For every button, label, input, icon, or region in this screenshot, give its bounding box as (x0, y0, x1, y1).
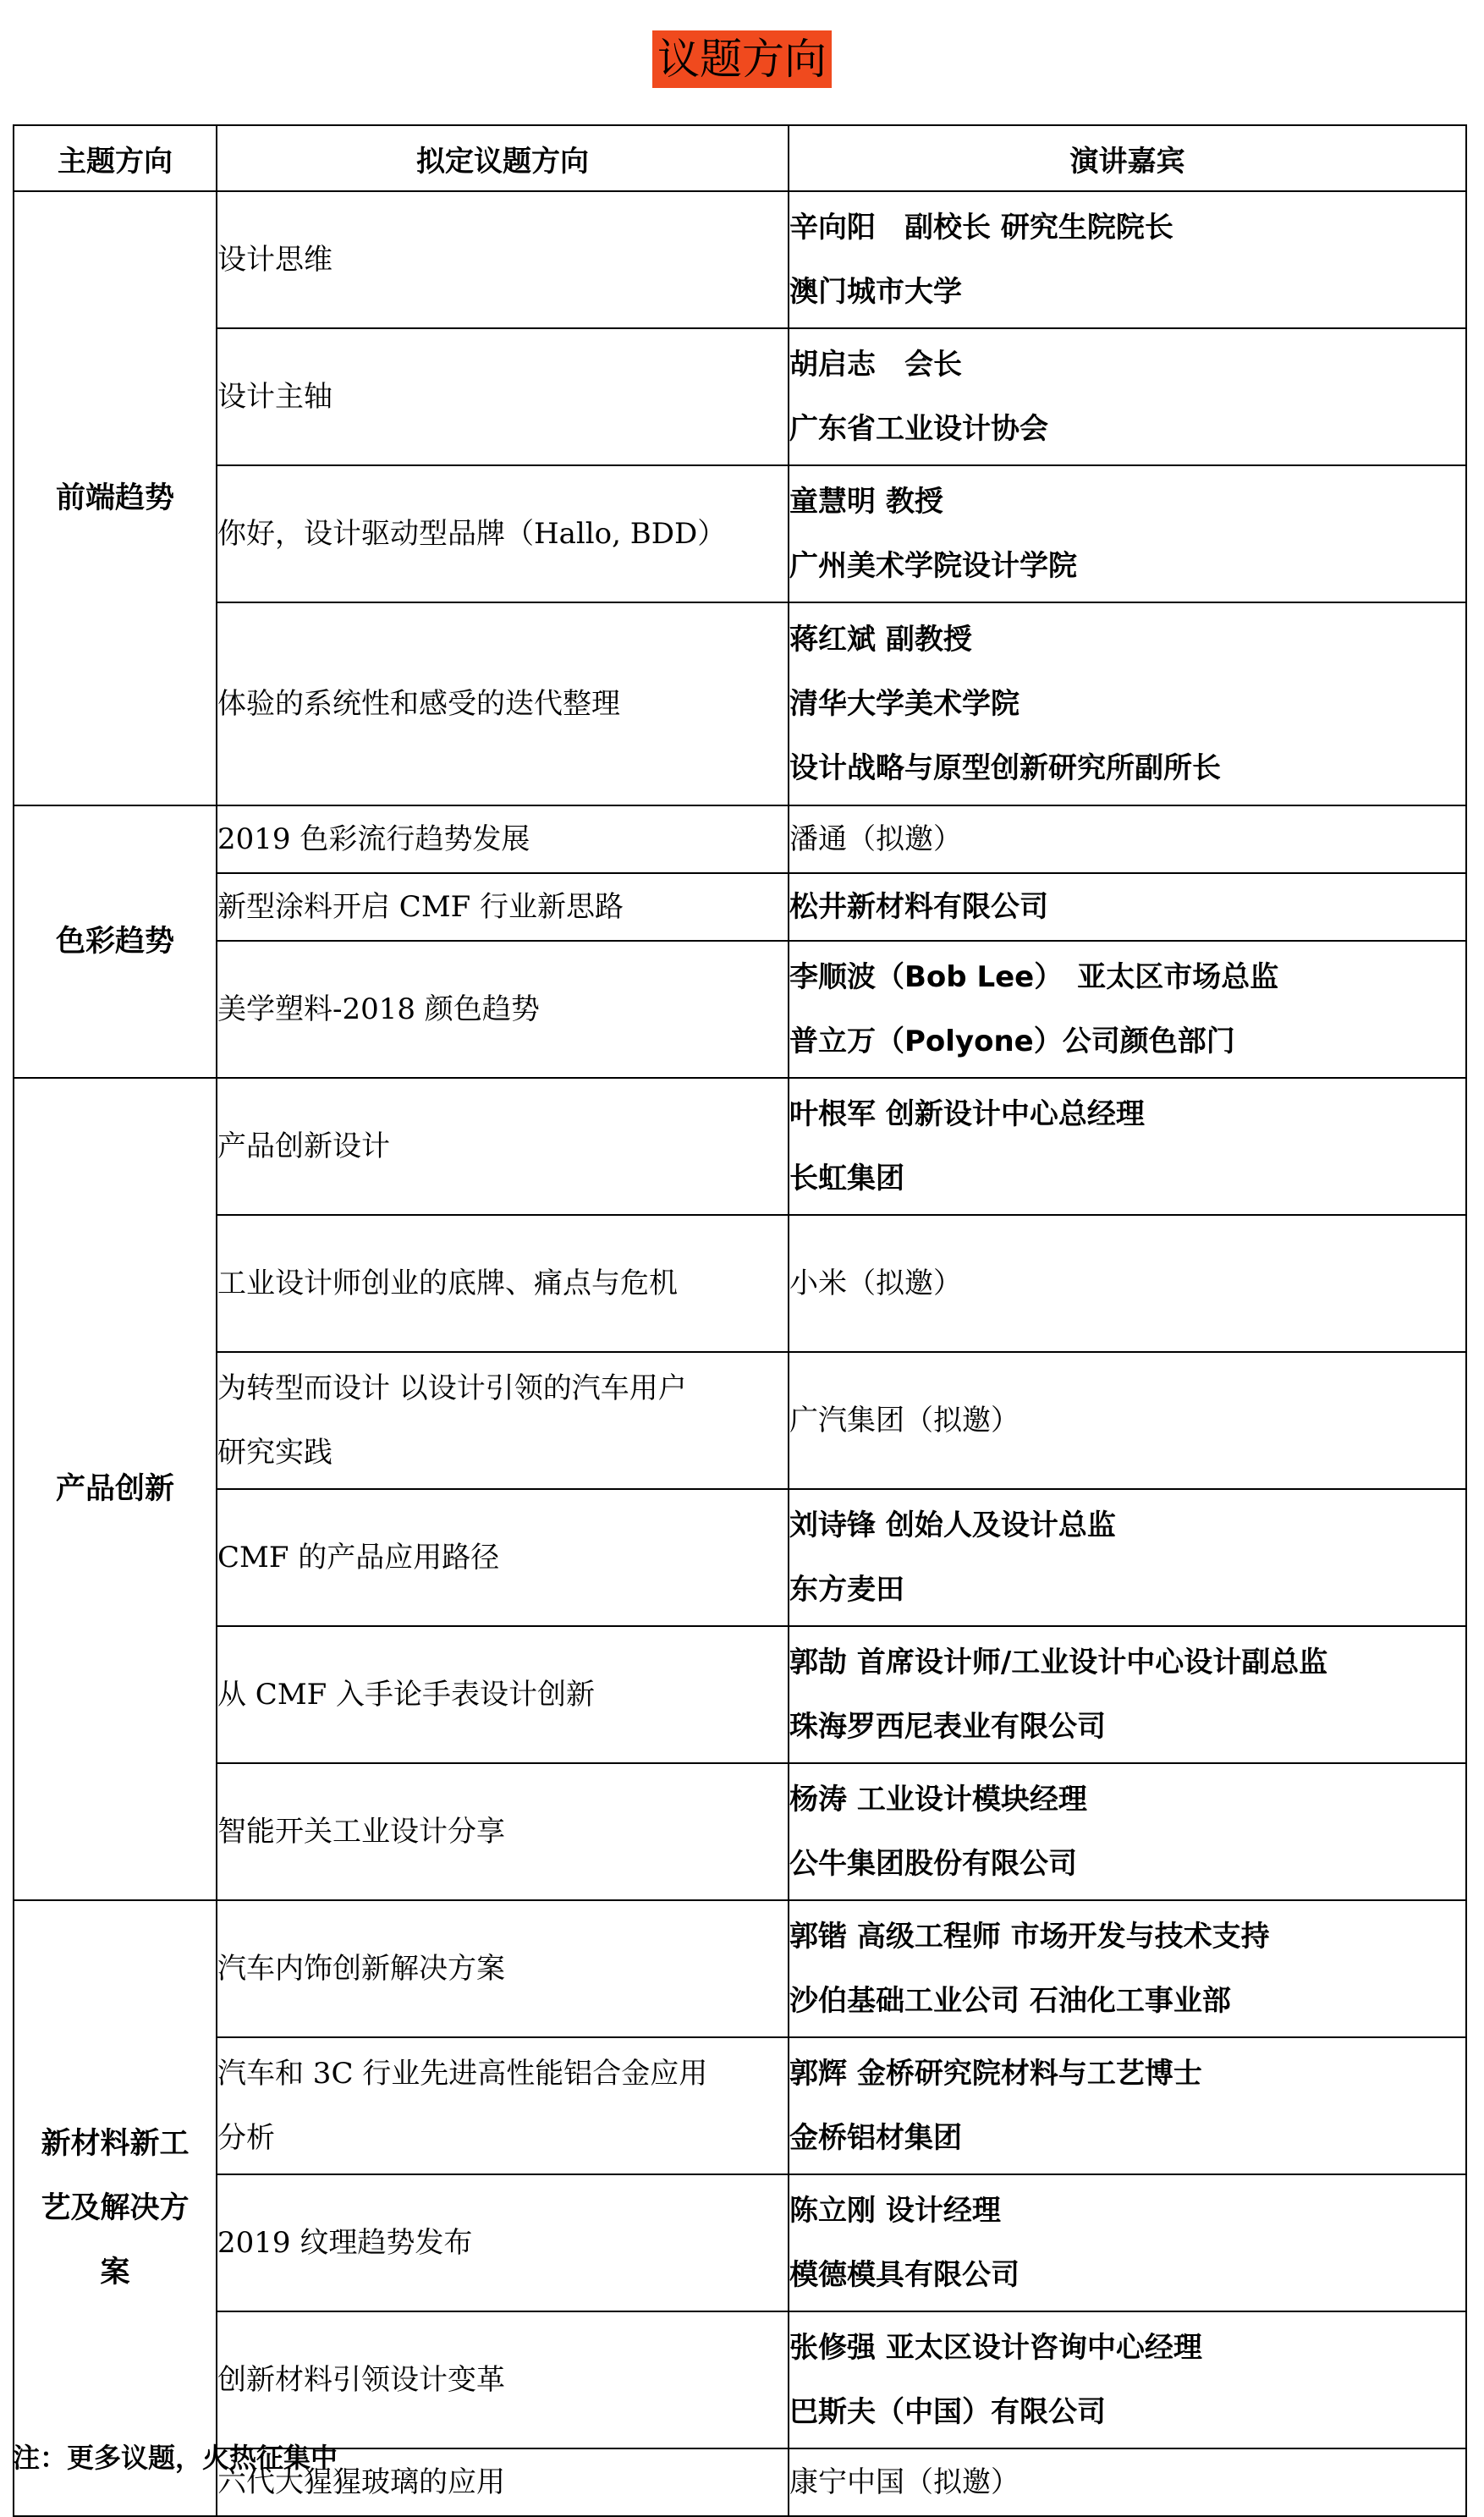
speaker-line: 广东省工业设计协会 (789, 412, 1048, 446)
table-row (14, 1900, 1466, 2037)
speaker-line: 郭锴 高级工程师 市场开发与技术支持 (789, 1920, 1270, 1954)
speaker-line: 潘通（拟邀） (789, 822, 962, 856)
speaker-cell (789, 1626, 1466, 1763)
topic-line: 2019 色彩流行趋势发展 (217, 822, 530, 856)
speaker-cell (789, 2174, 1466, 2311)
table-row (14, 1352, 1466, 1489)
topic-line: 美学塑料-2018 颜色趋势 (217, 992, 540, 1026)
table-row (14, 2311, 1466, 2448)
topic-line: 汽车内饰创新解决方案 (217, 1952, 505, 1986)
speaker-line: 沙伯基础工业公司 石油化工事业部 (789, 1984, 1231, 2018)
topic-line: 你好，设计驱动型品牌（Hallo, BDD） (217, 517, 727, 551)
table-row (14, 805, 1466, 873)
topic-line: CMF 的产品应用路径 (217, 1541, 500, 1574)
table-row (14, 191, 1466, 328)
speaker-line: 刘诗锋 创始人及设计总监 (789, 1509, 1116, 1542)
speaker-cell (789, 2037, 1466, 2174)
speaker-cell (789, 1900, 1466, 2037)
speaker-cell (789, 805, 1466, 873)
topic-cell (217, 1763, 789, 1900)
speaker-line: 东方麦田 (789, 1573, 904, 1607)
speaker-line: 辛向阳 副校长 研究生院院长 (789, 211, 1173, 245)
speaker-line: 模德模具有限公司 (789, 2258, 1020, 2292)
speaker-line: 小米（拟邀） (789, 1267, 962, 1300)
table-row (14, 941, 1466, 1078)
speaker-line: 胡启志 会长 (789, 348, 962, 382)
speaker-line: 叶根军 创新设计中心总经理 (789, 1097, 1145, 1131)
speaker-line: 清华大学美术学院 (789, 687, 1020, 721)
speaker-line: 郭劼 首席设计师/工业设计中心设计副总监 (789, 1646, 1328, 1679)
topic-cell (217, 328, 789, 465)
agenda-table (13, 124, 1467, 2517)
topic-cell (217, 465, 789, 602)
speaker-line: 蒋红斌 副教授 (789, 623, 972, 657)
speaker-line: 巴斯夫（中国）有限公司 (789, 2395, 1106, 2429)
speaker-cell (789, 2448, 1466, 2516)
table-row (14, 602, 1466, 805)
topic-line: 工业设计师创业的底牌、痛点与危机 (217, 1267, 678, 1300)
title-wrap (0, 30, 1484, 88)
topic-line: 分析 (217, 2121, 275, 2155)
header-topic: 拟定议题方向 (217, 125, 789, 191)
topic-cell (217, 1626, 789, 1763)
theme-line: 艺及解决方 (41, 2191, 190, 2225)
speaker-line: 张修强 亚太区设计咨询中心经理 (789, 2331, 1202, 2365)
speaker-cell (789, 1489, 1466, 1626)
speaker-cell (789, 873, 1466, 941)
speaker-cell (789, 602, 1466, 805)
topic-line: 新型涂料开启 CMF 行业新思路 (217, 890, 624, 924)
speaker-cell (789, 1352, 1466, 1489)
table-row (14, 465, 1466, 602)
topic-cell (217, 191, 789, 328)
topic-cell (217, 1078, 789, 1215)
speaker-cell (789, 2311, 1466, 2448)
speaker-cell (789, 941, 1466, 1078)
speaker-line: 普立万（Polyone）公司颜色部门 (789, 1025, 1235, 1058)
topic-cell (217, 1489, 789, 1626)
topic-cell (217, 941, 789, 1078)
topic-line: 研究实践 (217, 1436, 333, 1470)
header-row (14, 125, 1466, 191)
speaker-cell (789, 191, 1466, 328)
topic-line: 智能开关工业设计分享 (217, 1815, 505, 1849)
topic-line: 产品创新设计 (217, 1129, 390, 1163)
topic-line: 从 CMF 入手论手表设计创新 (217, 1678, 596, 1712)
topic-line: 2019 纹理趋势发布 (217, 2226, 473, 2260)
theme-cell: 色彩趋势 (14, 805, 217, 1078)
topic-cell (217, 602, 789, 805)
speaker-cell (789, 465, 1466, 602)
speaker-line: 澳门城市大学 (789, 275, 962, 309)
speaker-cell (789, 1763, 1466, 1900)
header-theme: 主题方向 (14, 125, 217, 191)
topic-cell (217, 2174, 789, 2311)
speaker-line: 康宁中国（拟邀） (789, 2465, 1020, 2499)
table-row (14, 2174, 1466, 2311)
speaker-cell (789, 1078, 1466, 1215)
speaker-line: 珠海罗西尼表业有限公司 (789, 1710, 1106, 1744)
topic-line: 为转型而设计 以设计引领的汽车用户 (217, 1371, 687, 1405)
speaker-cell (789, 328, 1466, 465)
topic-line: 设计主轴 (217, 380, 333, 414)
table-row (14, 1489, 1466, 1626)
speaker-line: 童慧明 教授 (789, 485, 943, 519)
topic-cell (217, 1215, 789, 1352)
table-row (14, 328, 1466, 465)
table-row (14, 873, 1466, 941)
topic-cell (217, 1352, 789, 1489)
topic-line: 体验的系统性和感受的迭代整理 (217, 687, 620, 721)
speaker-line: 陈立刚 设计经理 (789, 2194, 1001, 2228)
page-title: 议题方向 (652, 30, 832, 88)
table-row (14, 1078, 1466, 1215)
speaker-line: 郭辉 金桥研究院材料与工艺博士 (789, 2057, 1202, 2091)
theme-cell: 产品创新 (14, 1078, 217, 1900)
topic-line: 汽车和 3C 行业先进高性能铝合金应用 (217, 2057, 708, 2091)
speaker-line: 广州美术学院设计学院 (789, 549, 1077, 583)
topic-cell (217, 805, 789, 873)
topic-cell (217, 873, 789, 941)
table-row (14, 1626, 1466, 1763)
agenda-body (14, 191, 1466, 2516)
theme-cell (14, 1900, 217, 2516)
theme-cell: 前端趋势 (14, 191, 217, 805)
speaker-line: 金桥铝材集团 (789, 2121, 962, 2155)
speaker-line: 设计战略与原型创新研究所副所长 (789, 751, 1221, 785)
speaker-cell (789, 1215, 1466, 1352)
speaker-line: 公牛集团股份有限公司 (789, 1847, 1077, 1881)
table-row (14, 2037, 1466, 2174)
topic-cell (217, 2037, 789, 2174)
speaker-line: 广汽集团（拟邀） (789, 1404, 1020, 1437)
topic-line: 六代大猩猩玻璃的应用 (217, 2465, 505, 2499)
topic-cell (217, 1900, 789, 2037)
speaker-line: 李顺波（Bob Lee） 亚太区市场总监 (789, 960, 1279, 994)
table-row (14, 1215, 1466, 1352)
theme-line: 新材料新工 (41, 2127, 190, 2161)
topic-cell (217, 2311, 789, 2448)
speaker-line: 松井新材料有限公司 (789, 890, 1048, 924)
table-row (14, 1763, 1466, 1900)
topic-line: 设计思维 (217, 243, 333, 277)
topic-line: 创新材料引领设计变革 (217, 2363, 505, 2397)
header-speaker: 演讲嘉宾 (789, 125, 1466, 191)
footnote: 注：更多议题，火热征集中 (13, 2442, 338, 2474)
theme-line: 案 (100, 2256, 130, 2289)
speaker-line: 长虹集团 (789, 1162, 904, 1195)
speaker-line: 杨涛 工业设计模块经理 (789, 1783, 1087, 1816)
